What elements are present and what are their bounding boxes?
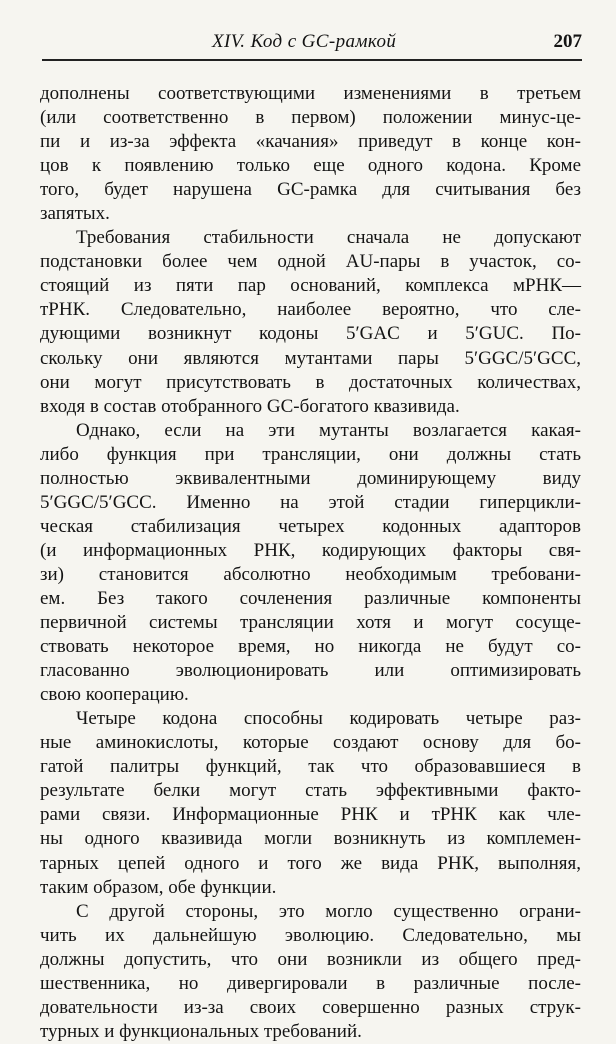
paragraph: [40, 226, 581, 418]
text-line: первичной системы трансляции хотя и могут сосуще-: [40, 612, 581, 634]
text-line: Требования стабильности сначала не допускают: [76, 227, 581, 249]
text-line: рами связи. Информационные РНК и тРНК как чле-: [40, 804, 581, 826]
running-title: XIV. Код с GC-рамкой: [212, 31, 397, 52]
page-number: 207: [553, 31, 582, 52]
text-line: (и информационных РНК, кодирующих факторы свя-: [40, 539, 581, 561]
paragraph: [40, 419, 581, 708]
text-line: гатой палитры функций, так что образовавшиеся в: [40, 756, 581, 778]
text-line: чить их дальнейшую эволюцию. Следовательно, мы: [40, 924, 581, 946]
body-text: [40, 82, 581, 1044]
text-line: скольку они являются мутантами пары 5′GGC/5′GCC,: [40, 347, 581, 369]
text-line: ем. Без такого сочленения различные компоненты: [40, 587, 581, 609]
text-line: цов к появлению только еще одного кодона. Кроме: [40, 155, 581, 177]
text-line: свою кооперацию.: [40, 684, 189, 706]
text-line: дующими возникнут кодоны 5′GAC и 5′GUC. По-: [40, 323, 581, 345]
text-line: ческая стабилизация четырех кодонных адапторов: [40, 515, 581, 537]
text-line: дополнены соответствующими изменениями в третьем: [40, 83, 581, 104]
text-line: запятых.: [40, 203, 110, 225]
text-line: зи) становится абсолютно необходимым требовани-: [40, 563, 581, 585]
text-line: С другой стороны, это могло существенно ограни-: [76, 900, 581, 922]
text-line: того, будет нарушена GC-рамка для считывания без: [40, 179, 581, 201]
text-line: гласованно эволюционировать или оптимизировать: [40, 660, 581, 682]
running-header: [42, 31, 582, 55]
text-line: пи и из-за эффекта «качания» приведут в конце кон-: [40, 131, 581, 153]
text-line: довательности из-за своих совершенно разных струк-: [40, 996, 581, 1018]
text-line: (или соответственно в первом) положении минус-це-: [40, 107, 581, 129]
paragraph: [40, 900, 581, 1044]
text-line: Однако, если на эти мутанты возлагается какая-: [76, 419, 581, 441]
text-line: подстановки более чем одной AU-пары в участок, со-: [40, 251, 581, 273]
text-line: либо функция при трансляции, они должны стать: [40, 443, 581, 465]
text-line: тРНК. Следовательно, наиболее вероятно, что сле-: [40, 299, 581, 321]
text-line: входя в состав отобранного GC-богатого квазивида.: [40, 395, 460, 417]
text-line: результате белки могут стать эффективными факто-: [40, 780, 581, 802]
text-line: они могут присутствовать в достаточных количествах,: [40, 371, 581, 393]
text-line: полностью эквивалентными доминирующему виду: [40, 467, 581, 489]
text-line: турных и функциональных требований.: [40, 1020, 362, 1042]
text-line: ствовать некоторое время, но никогда не будут со-: [40, 636, 581, 658]
paragraph: [40, 82, 581, 226]
text-line: 5′GGC/5′GCC. Именно на этой стадии гиперцикли-: [40, 491, 581, 513]
text-line: стоящий из пяти пар оснований, комплекса мРНК—: [40, 275, 581, 297]
text-line: должны допустить, что они возникли из общего пред-: [40, 948, 581, 970]
paragraph: [40, 707, 581, 899]
header-rule: [42, 59, 582, 61]
text-line: шественника, но дивергировали в различные после-: [40, 972, 581, 994]
text-line: тарных цепей одного и того же вида РНК, выполняя,: [40, 852, 581, 874]
text-line: таким образом, обе функции.: [40, 876, 277, 898]
text-line: Четыре кодона способны кодировать четыре раз-: [76, 708, 581, 730]
text-line: ны одного квазивида могли возникнуть из комплемен-: [40, 828, 581, 850]
text-line: ные аминокислоты, которые создают основу для бо-: [40, 732, 581, 754]
